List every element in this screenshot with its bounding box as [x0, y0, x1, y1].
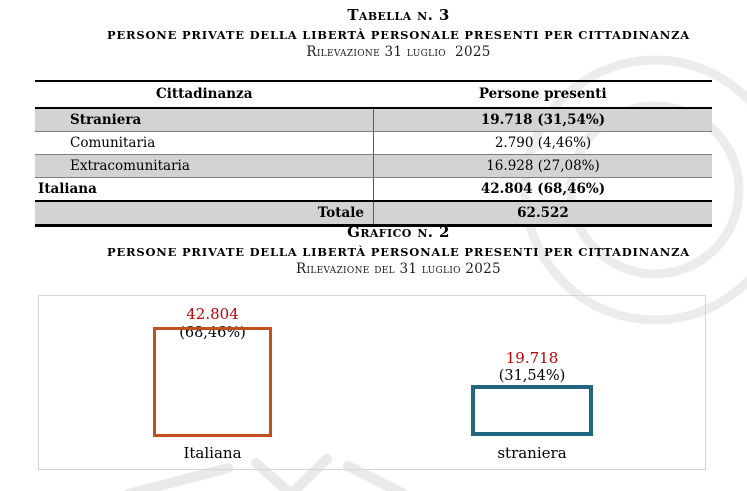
- table-row-comunitaria: [35, 132, 712, 155]
- category-label: straniera: [497, 444, 567, 462]
- grafico-survey-date: Rilevazione del 31 luglio 2025: [296, 261, 501, 277]
- table-row-straniera: [35, 108, 712, 132]
- tabella-header: [50, 6, 747, 60]
- table-row-italiana: [35, 178, 712, 202]
- row-label: Totale: [35, 201, 374, 226]
- table-row-extracomunitaria: [35, 155, 712, 178]
- chart-group-italiana: [115, 296, 310, 469]
- bar-chart: [38, 295, 706, 470]
- row-label: Comunitaria: [35, 132, 374, 155]
- percent-label: (68,46%): [179, 325, 246, 341]
- watermark-stroke-icon: [128, 468, 228, 491]
- grafico-title: Grafico n. 2: [347, 223, 450, 241]
- value-label: 42.804: [186, 305, 239, 323]
- col-header-cittadinanza: Cittadinanza: [35, 81, 374, 108]
- table-header-row: [35, 81, 712, 108]
- row-label: Extracomunitaria: [35, 155, 374, 178]
- percent-label: (31,54%): [498, 368, 566, 384]
- tabella-subtitle: PERSONE PRIVATE DELLA LIBERTÀ PERSONALE PRESENTI PER CITTADINANZA: [107, 28, 690, 42]
- table-row-totale: [35, 201, 712, 226]
- row-value: 16.928 (27,08%): [374, 155, 713, 178]
- row-value: 2.790 (4,46%): [374, 132, 713, 155]
- row-value: 19.718 (31,54%): [374, 108, 713, 132]
- bar-straniera: [471, 385, 593, 436]
- tabella-survey-date: Rilevazione 31 luglio 2025: [306, 44, 491, 60]
- citizenship-table: [35, 80, 712, 227]
- col-header-persone-presenti: Persone presenti: [374, 81, 713, 108]
- grafico-subtitle: PERSONE PRIVATE DELLA LIBERTÀ PERSONALE PRESENTI PER CITTADINANZA: [107, 245, 690, 259]
- chart-group-straniera: [434, 296, 630, 469]
- row-label: Italiana: [35, 178, 374, 202]
- category-label: Italiana: [183, 444, 242, 462]
- row-value: 62.522: [374, 201, 713, 226]
- grafico-header: [50, 223, 747, 277]
- row-value: 42.804 (68,46%): [374, 178, 713, 202]
- bar-italiana: [153, 327, 272, 437]
- value-label: 19.718: [505, 349, 559, 367]
- row-label: Straniera: [35, 108, 374, 132]
- tabella-title: Tabella n. 3: [347, 6, 450, 24]
